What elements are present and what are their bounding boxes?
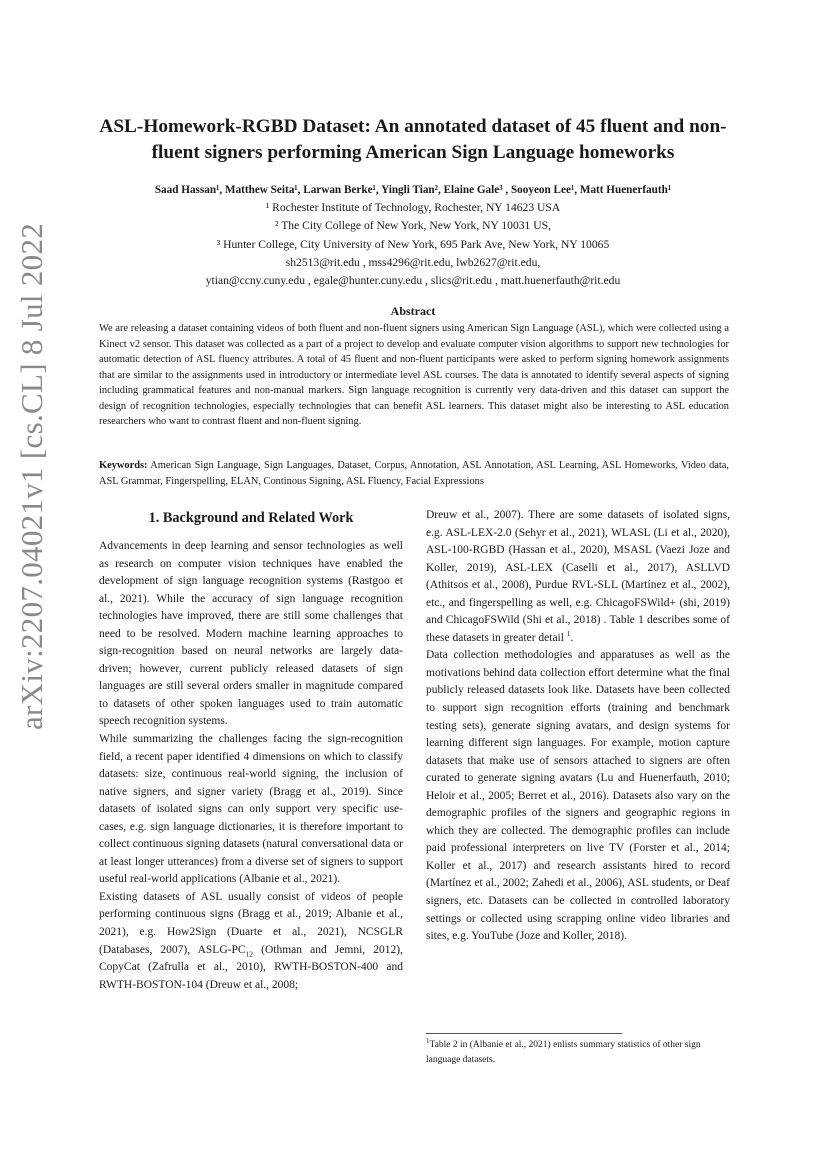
keywords-label: Keywords: [99,460,148,471]
paragraph [426,507,730,647]
paragraph: Advancements in deep learning and sensor technologies as well as research on computer vision techniques have enabled the development of sign language recognition systems (Rastgoo et al., 2021). While the accuracy of sign language recognition technologies have improved, there are still some challenges that need to be resolved. Modern machine learning approaches to sign-recognition based on neural networks are largely data-driven; however, current publicly released datasets of sign languages are still several orders smaller in magnitude compared to datasets of other spoken languages used to train automatic speech recognition systems. [99,540,403,728]
footnote [426,1038,730,1068]
abstract-text: We are releasing a dataset containing videos of both fluent and non-fluent signers using American Sign Language (ASL), which were collected using a Kinect v2 sensor. This dataset was collected as a part of a project to develop and evaluate computer vision algorithms to support new technologies for automatic detection of ASL fluency attributes. A total of 45 fluent and non-fluent participants were asked to perform signing homework assignments that are similar to the assignments used in introductory or intermediate level ASL courses. The data is annotated to identify several aspects of signing including grammatical features and non-manual markers. Sign language recognition is currently very data-driven and this dataset can support the design of recognition technologies, especially technologies that can benefit ASL learners. This dataset might also be interesting to ASL education researchers who want to contrast fluent and non-fluent signing. [99,323,729,427]
footnote-mark: 1 [426,1036,430,1045]
paragraph-text: Existing datasets of ASL usually consist of videos of people performing continuous signs (Bragg et al., 2019; Albanie et al., 2021), e.g. How2Sign (Duarte et al., 2021), NCSGLR (Databases, 2007), ASLG-PC [99,890,403,956]
footnote-divider [426,1033,622,1034]
email-line: sh2513@rit.edu , mss4296@rit.edu, lwb2627@rit.edu, [285,255,541,269]
footnote-text: Table 2 in (Albanie et al., 2021) enlists summary statistics of other sign language datasets. [426,1040,701,1065]
section-heading: 1. Background and Related Work [148,510,354,526]
arxiv-identifier [0,0,49,730]
paragraph-text: (Othman and Jemni, 2012), CopyCat (Zafrulla et al., 2010), RWTH-BOSTON-400 and RWTH-BOSTON-104 (Dreuw et al., 2008; [99,943,403,991]
punctuation: . [570,631,574,644]
keywords [99,458,729,489]
right-column [426,507,730,946]
affiliation-line: ³ Hunter College, City University of New York, 695 Park Ave, New York, NY 10065 [216,237,610,251]
footnote-ref[interactable]: 1 [566,630,571,638]
subscript: 12 [245,948,254,958]
author-names: Saad Hassan¹, Matthew Seita¹, Larwan Berke¹, Yingli Tian², Elaine Gale³ , Sooyeon Lee¹, Matt Huenerfauth¹ [154,184,672,196]
paper-title: ASL-Homework-RGBD Dataset: An annotated dataset of 45 fluent and non-fluent signers performing American Sign Language homeworks [99,116,727,163]
author-block [96,181,730,290]
paragraph: While summarizing the challenges facing the sign-recognition field, a recent paper identified 4 dimensions on which to classify datasets: size, continuous real-world signing, the inclusion of native signers, and signer variety (Bragg et al., 2019). Since datasets of isolated signs can only support very specific use-cases, e.g. sign language dictionaries, it is therefore important to collect continuous signing datasets (natural conversational data or at least longer utterances) from a diverse set of signers to support useful real-world applications (Albanie et al., 2021). [99,733,403,886]
affiliation-line: ¹ Rochester Institute of Technology, Rochester, NY 14623 USA [265,201,561,215]
keywords-list: American Sign Language, Sign Languages, Dataset, Corpus, Annotation, ASL Annotation, ASL Learning, ASL Homeworks, Video data, ASL Grammar, Fingerspelling, ELAN, Continous Signing, ASL Fluency, Facial Expressions [99,460,729,487]
email-line: ytian@ccny.cuny.edu , egale@hunter.cuny.edu , slics@rit.edu , matt.huenerfauth@rit.edu [205,274,621,288]
paragraph-text: Dreuw et al., 2007). There are some datasets of isolated signs, e.g. ASL-LEX-2.0 (Sehyr et al., 2021), WLASL (Li et al., 2020), ASL-100-RGBD (Hassan et al., 2020), MSASL (Vaezi Joze and Koller, 2019), ASL-LEX (Caselli et al., 2017), ASLLVD (Athitsos et al., 2008), Purdue RVL-SLL (Martínez et al., 2002), etc., and fingerspelling as well, e.g. ChicagoFSWild+ (shi, 2019) and ChicagoFSWild (Shi et al., 2018) . Table 1 describes some of these datasets in greater detail [426,509,730,644]
arxiv-id-text: arXiv:2207.04021v1 [cs.CL] 8 Jul 2022 [14,222,49,730]
left-column [99,509,403,994]
paragraph: Data collection methodologies and apparatuses as well as the motivations behind data collection effort determine what the final publicly released datasets look like. Datasets have been collected to support sign recognition efforts (training and benchmark testing sets), generate signing avatars, and design systems for learning different sign languages. For example, motion capture datasets that make use of sensors attached to signers are often curated to generate signing avatars (Lu and Huenerfauth, 2010; Heloir et al., 2005; Berret et al., 2016). Datasets also vary on the demographic profiles of the signers and geographic regions in which they are collected. The demographic profiles can include paid professional interpreters on live TV (Forster et al., 2014; Koller et al., 2017) and research assistants hired to record (Martínez et al., 2002; Zahedi et al., 2006), ASL students, or Deaf signers, etc. Datasets can be collected in controlled laboratory settings or collected using scrapping online video libraries and sites, e.g. YouTube (Joze and Koller, 2018). [426,649,730,943]
affiliation-line: ² The City College of New York, New York, NY 10031 US, [275,219,551,233]
paragraph [99,889,403,994]
abstract-heading: Abstract [390,304,436,318]
